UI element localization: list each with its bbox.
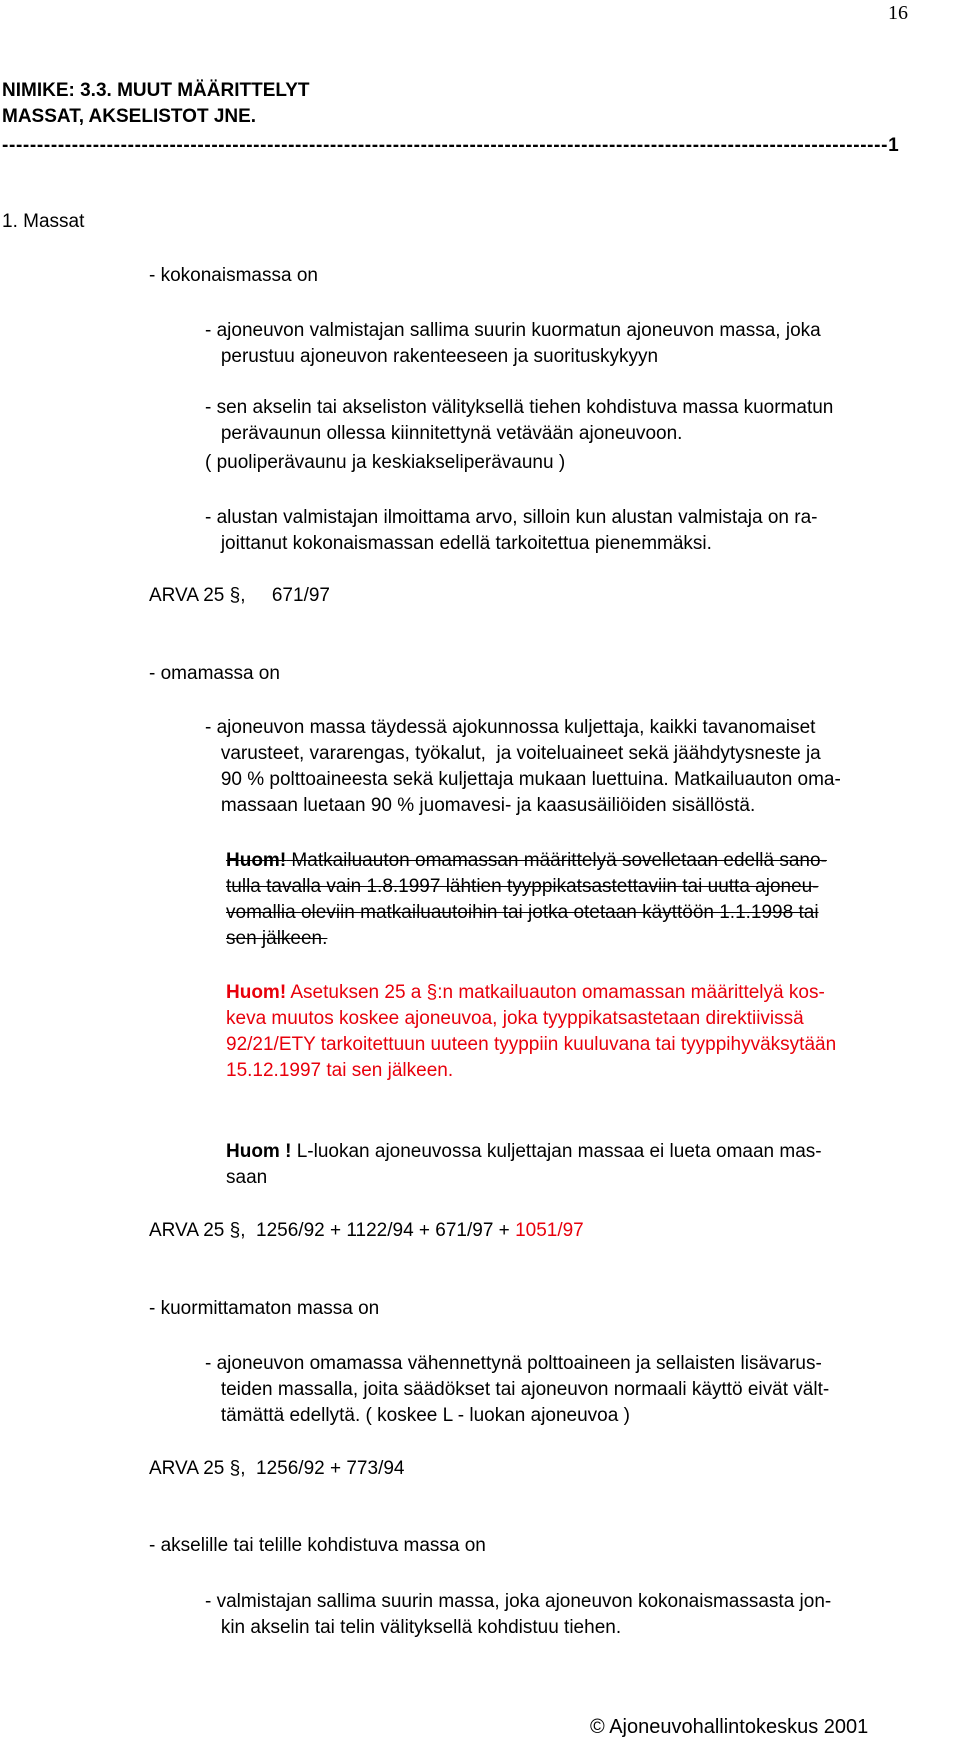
omamassa-item-1: - ajoneuvon massa täydessä ajokunnossa kuljettaja, kaikki tavanomaiset varusteet, vararengas, työkalut, ja voiteluaineet sekä jäähdytysneste ja 90 % polttoaineesta sekä kuljettaja mukaan luettuina. Matkailuauton oma- massaan luetaan 90 % juomavesi- ja kaasusäiliöiden sisällöstä.	[205, 717, 841, 816]
header-rule: -------------------------------------------------------------------------------------------------------------------------------1	[2, 135, 900, 156]
omamassa-note-3	[226, 1139, 822, 1191]
header-title-line1: NIMIKE: 3.3. MUUT MÄÄRITTELYT	[2, 80, 310, 101]
kokonaismassa-reference: ARVA 25 §, 671/97	[149, 585, 330, 606]
kuormittamaton-item-1: - ajoneuvon omamassa vähennettynä polttoaineen ja sellaisten lisävarus- teiden massalla, joita säädökset tai ajoneuvon normaali käyttö eivät vält- tämättä edellytä. ( koskee L - luokan ajoneuvoa )	[205, 1353, 830, 1426]
note-1-label: Huom!	[226, 850, 287, 871]
akselille-label: - akselille tai telille kohdistuva massa on	[149, 1535, 486, 1556]
omamassa-note-1	[226, 848, 827, 952]
note-3-label: Huom !	[226, 1141, 292, 1162]
kokonaismassa-item-2-note: ( puoliperävaunu ja keskiakseliperävaunu )	[205, 452, 566, 473]
header-title-line2: MASSAT, AKSELISTOT JNE.	[2, 106, 257, 127]
omamassa-reference	[149, 1218, 584, 1244]
page-number: 16	[888, 2, 908, 24]
note-3-text: L-luokan ajoneuvossa kuljettajan massaa ei lueta omaan mas- saan	[226, 1141, 822, 1188]
kuormittamaton-label: - kuormittamaton massa on	[149, 1298, 380, 1319]
omamassa-reference-red: 1051/97	[515, 1220, 584, 1241]
omamassa-reference-text: ARVA 25 §, 1256/92 + 1122/94 + 671/97 +	[149, 1220, 516, 1241]
footer-copyright: © Ajoneuvohallintokeskus 2001	[590, 1716, 869, 1738]
kuormittamaton-reference: ARVA 25 §, 1256/92 + 773/94	[149, 1458, 405, 1479]
omamassa-note-2	[226, 980, 836, 1084]
note-1-text: Matkailuauton omamassan määrittelyä sovelletaan edellä sano- tulla tavalla vain 1.8.1997 lähtien tyyppikatsastettaviin tai uutta ajoneu- vomallia oleviin matkailuautoihin tai jotka otetaan käyttöön 1.1.1998 tai sen jälkeen.	[226, 850, 827, 949]
kokonaismassa-item-3: - alustan valmistajan ilmoittama arvo, silloin kun alustan valmistaja on ra- joittanut kokonaismassan edellä tarkoitettua pienemmäksi.	[205, 507, 818, 554]
akselille-item-1: - valmistajan sallima suurin massa, joka ajoneuvon kokonaismassasta jon- kin akselin tai telin välityksellä kohdistuu tiehen.	[205, 1591, 832, 1638]
section-heading: 1. Massat	[2, 211, 85, 232]
kokonaismassa-label: - kokonaismassa on	[149, 265, 318, 286]
kokonaismassa-item-2: - sen akselin tai akseliston välityksellä tiehen kohdistuva massa kuormatun perävaunun ollessa kiinnitettynä vetävään ajoneuvoon.	[205, 397, 834, 444]
note-2-text: Asetuksen 25 a §:n matkailuauton omamassan määrittelyä kos- keva muutos koskee ajoneuvoa, joka tyyppikatsastetaan direktiivissä 92/21/ETY tarkoitettuun uuteen tyyppiin kuuluvana tai tyyppihyväksytään 15.12.1997 tai sen jälkeen.	[226, 982, 837, 1081]
omamassa-label: - omamassa on	[149, 663, 280, 684]
kokonaismassa-item-1: - ajoneuvon valmistajan sallima suurin kuormatun ajoneuvon massa, joka perustuu ajoneuvon rakenteeseen ja suorituskykyyn	[205, 320, 821, 367]
note-2-label: Huom!	[226, 982, 287, 1003]
